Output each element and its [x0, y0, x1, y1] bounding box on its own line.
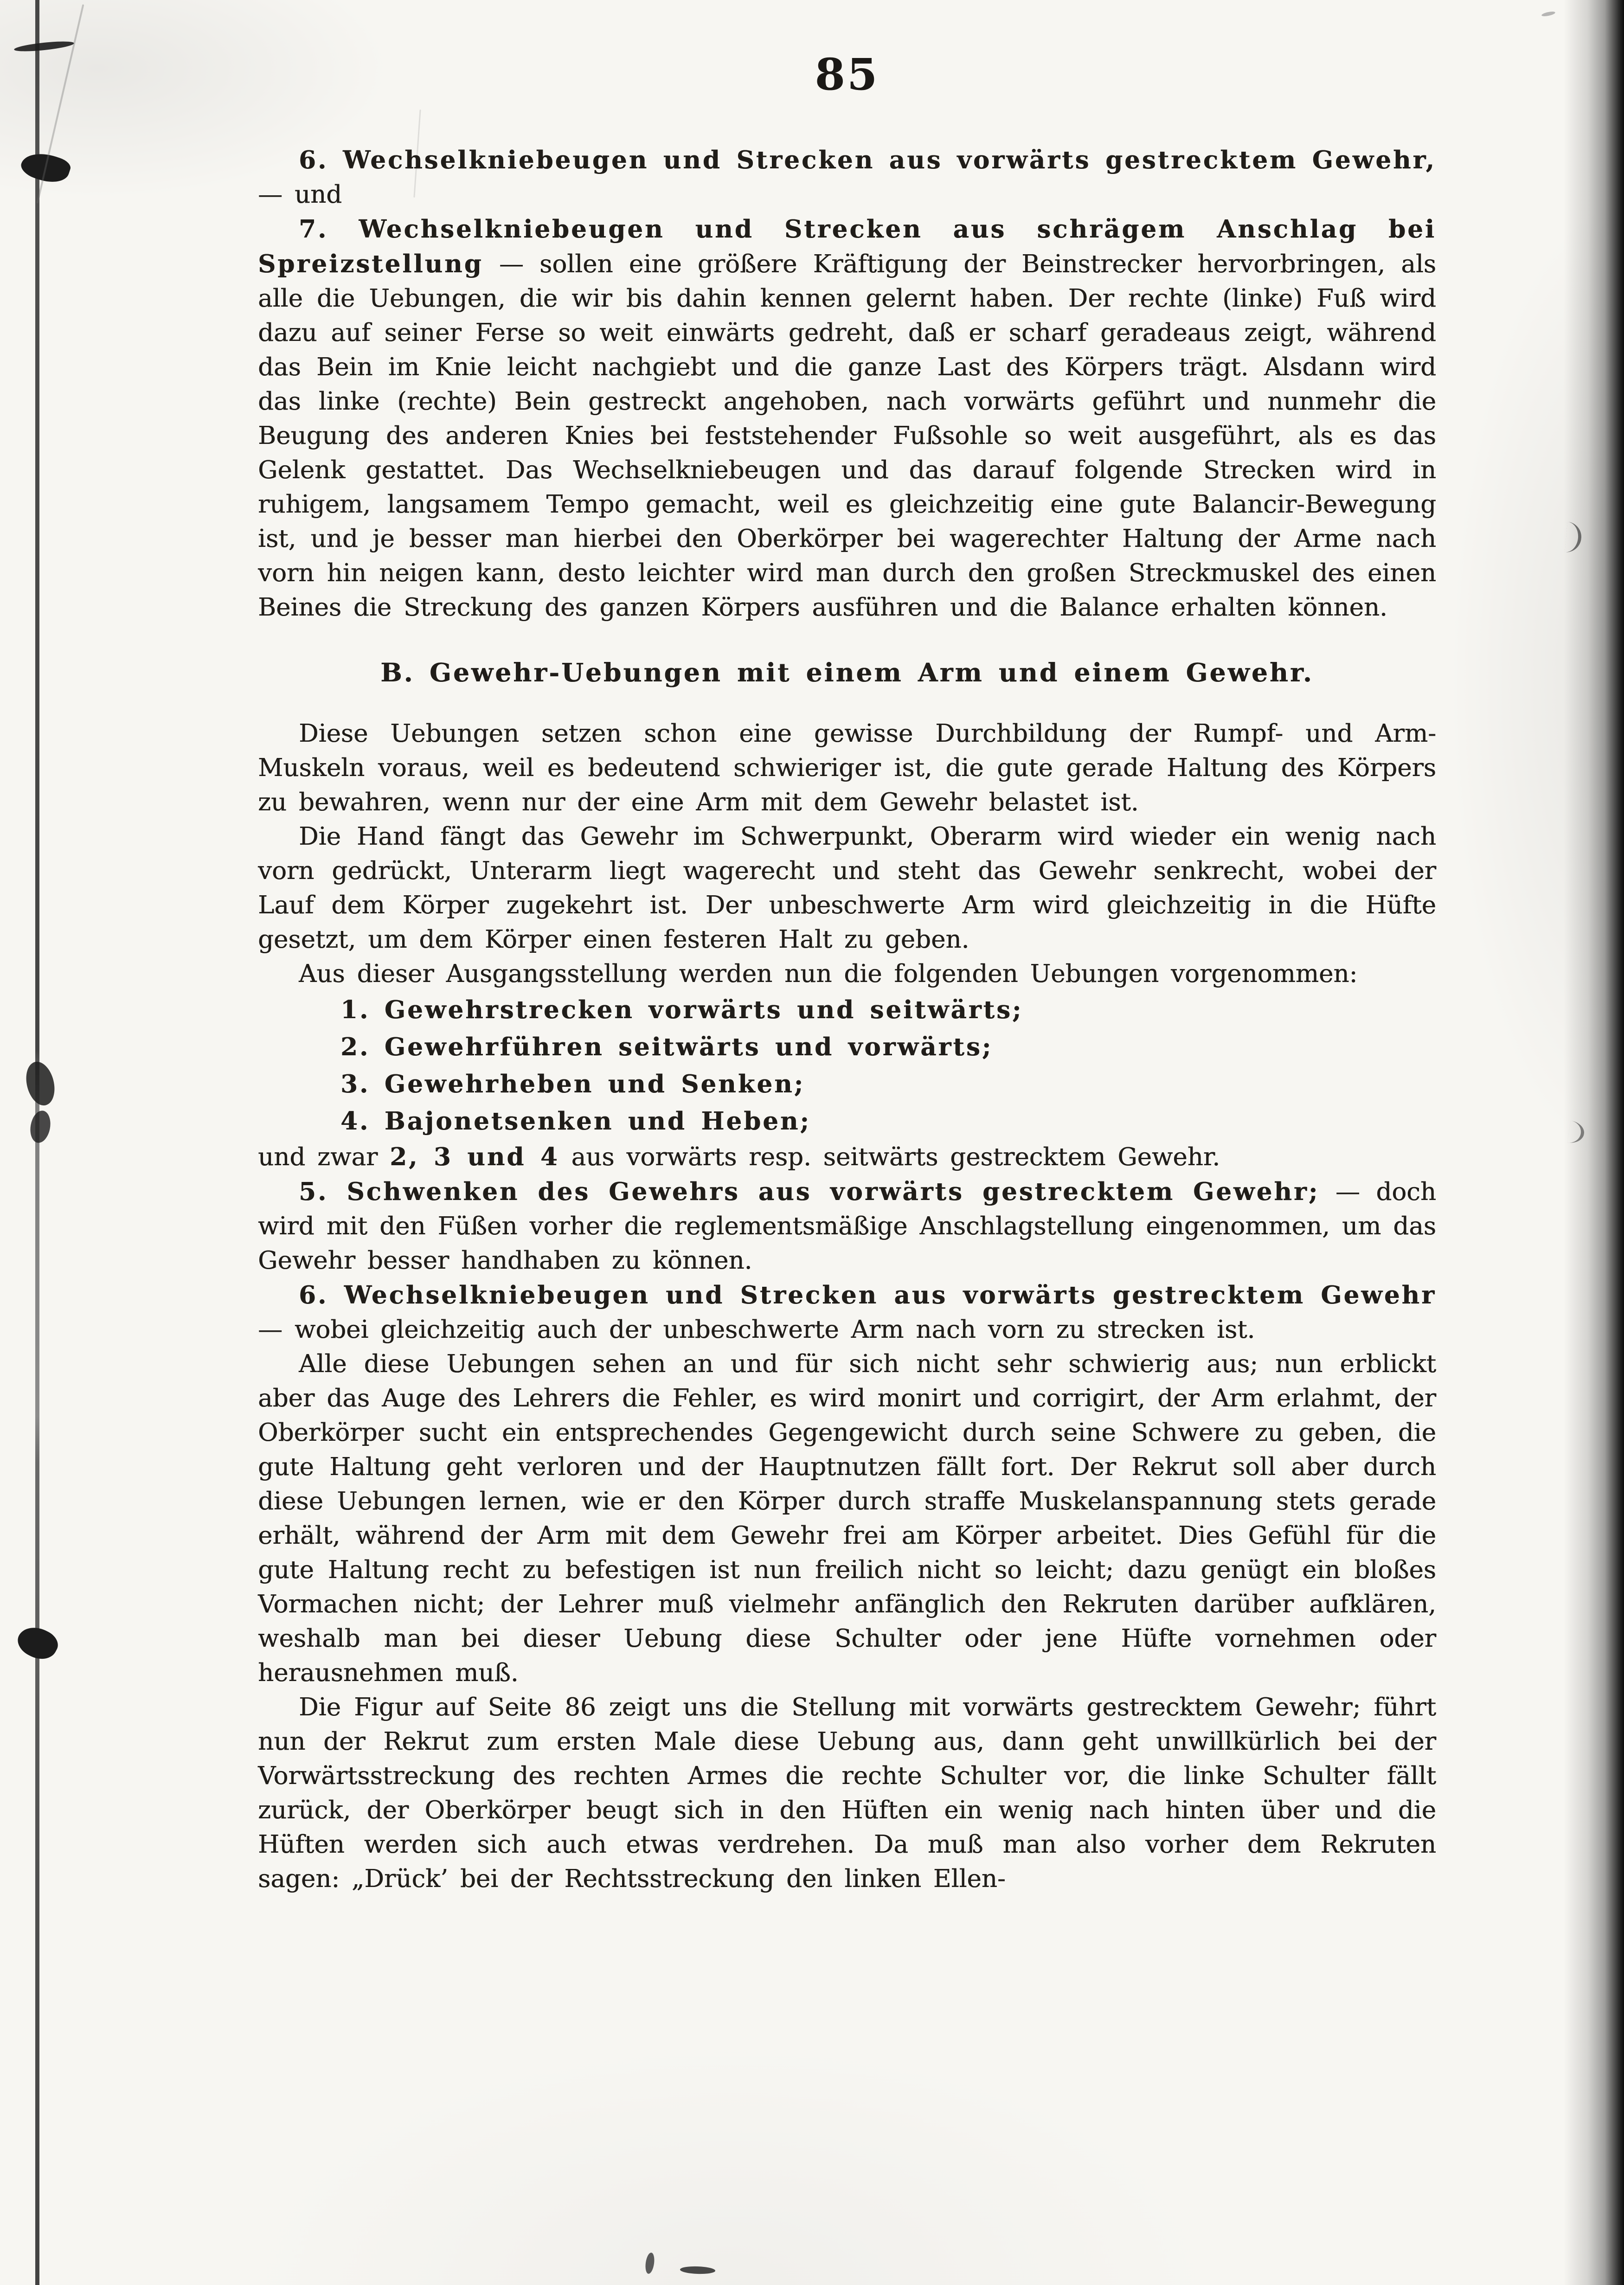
body-text: — sollen eine größere Kräftigung der Beinstrecker hervorbringen, als alle die Uebungen, die wir bis dahin kennen gelernt haben. Der rechte (linke) Fuß wird dazu auf seiner Ferse so weit einwärts gedreht, daß er scharf geradeaus zeigt, während das Bein im Knie leicht nachgiebt und die ganze Last des Körpers trägt. Alsdann wird das linke (rechte) Bein gestreckt angehoben, nach vorwärts geführt und nunmehr die Beugung des anderen Knies bei feststehender Fußsohle so weit ausgeführt, als es das Gelenk gestattet. Das Wechselkniebeugen und das darauf folgende Strecken wird in ruhigem, langsamem Tempo gemacht, weil es gleichzeitig eine gute Balancir-Bewegung ist, und je besser man hierbei den Oberkörper bei wagerechter Haltung der Arme nach vorn hin neigen kann, desto leichter wird man durch den großen Streckmuskel des einen Beines die Streckung des ganzen Körpers ausführen und die Balance erhalten können. [258, 250, 1436, 622]
emphasized-text: 6. Wechselkniebeugen und Strecken aus vorwärts gestrecktem Gewehr, [299, 146, 1436, 174]
body-text: aus vorwärts resp. seitwärts gestrecktem Gewehr. [559, 1143, 1220, 1171]
body-text: Die Hand fängt das Gewehr im Schwerpunkt, Oberarm wird wieder ein wenig nach vorn gedrückt, Unterarm liegt wagerecht und steht das Gewehr senkrecht, wobei der Lauf dem Körper zugekehrt ist. Der unbeschwerte Arm wird gleichzeitig in die Hüfte gesetzt, um dem Körper einen festeren Halt zu geben. [258, 822, 1436, 954]
emphasized-text: 3. Gewehrheben und Senken; [340, 1070, 805, 1098]
emphasized-text: 5. Schwenken des Gewehrs aus vorwärts gestrecktem Gewehr; [299, 1177, 1320, 1206]
emphasized-text: 2, 3 und 4 [390, 1142, 559, 1171]
exercise-list-item [340, 1028, 1436, 1065]
continuation-paragraph [258, 1140, 1436, 1175]
paragraph [258, 717, 1436, 820]
paragraph [258, 1278, 1436, 1347]
ink-blob [28, 1109, 53, 1144]
body-text: und zwar [258, 1143, 390, 1171]
body-text: — wobei gleichzeitig auch der unbeschwerte Arm nach vorn zu strecken ist. [258, 1316, 1255, 1344]
emphasized-text: 6. Wechselkniebeugen und Strecken aus vorwärts gestrecktem Gewehr [299, 1281, 1436, 1309]
page-number: 85 [815, 49, 879, 100]
ink-speck [1541, 11, 1555, 17]
body-text: Diese Uebungen setzen schon eine gewisse Durchbildung der Rumpf- und Arm-Muskeln voraus, weil es bedeutend schwieriger ist, die gute gerade Haltung des Körpers zu bewahren, wenn nur der eine Arm mit dem Gewehr belastet ist. [258, 719, 1436, 816]
paragraph [258, 1690, 1436, 1896]
ink-blob [22, 1059, 59, 1108]
text-block [258, 143, 1436, 1896]
body-text: — und [258, 180, 342, 209]
emphasized-text: 2. Gewehrführen seitwärts und vorwärts; [340, 1033, 993, 1061]
emphasized-text: 4. Bajonetsenken und Heben; [340, 1107, 811, 1136]
exercise-list-item [340, 1065, 1436, 1103]
ink-speck [680, 2266, 716, 2275]
emphasized-text: 1. Gewehrstrecken vorwärts und seitwärts; [340, 995, 1023, 1024]
body-text: Aus dieser Ausgangsstellung werden nun die folgenden Uebungen vorgenommen: [299, 960, 1358, 988]
ink-speck [644, 2252, 655, 2274]
emphasized-text: 7. Wechselkniebeugen und Strecken aus schrägem Anschlag bei Spreizstellung [258, 215, 1436, 278]
paragraph [258, 212, 1436, 625]
paragraph [258, 1347, 1436, 1690]
ink-blob [14, 39, 75, 53]
paragraph [258, 1175, 1436, 1278]
emphasized-text: B. Gewehr-Uebungen mit einem Arm und einem Gewehr. [380, 657, 1314, 687]
paragraph [258, 957, 1436, 991]
section-heading [258, 655, 1436, 690]
body-text: Die Figur auf Seite 86 zeigt uns die Stellung mit vorwärts gestrecktem Gewehr; führt nun der Rekrut zum ersten Male diese Uebung aus, dann geht unwillkürlich bei der Vorwärtsstreckung des rechten Armes die rechte Schulter vor, die linke Schulter fällt zurück, der Oberkörper beugt sich in den Hüften ein wenig nach hinten über und die Hüften werden sich auch etwas verdrehen. Da muß man also vorher dem Rekruten sagen: „Drück’ bei der Rechtsstreckung den linken Ellen- [258, 1693, 1436, 1893]
exercise-list-item [340, 991, 1436, 1028]
paragraph [258, 143, 1436, 212]
exercise-list-item [340, 1103, 1436, 1140]
body-text: — doch wird mit den Füßen vorher die reglementsmäßige Anschlagstellung eingenommen, um das Gewehr besser handhaben zu können. [258, 1178, 1436, 1275]
paragraph [258, 820, 1436, 957]
body-text: Alle diese Uebungen sehen an und für sich nicht sehr schwierig aus; nun erblickt aber das Auge des Lehrers die Fehler, es wird monirt und corrigirt, der Arm erlahmt, der Oberkörper sucht ein entsprechendes Gegengewicht durch seine Schwere zu geben, die gute Haltung geht verloren und der Hauptnutzen fällt fort. Der Rekrut soll aber durch diese Uebungen lernen, wie er den Körper durch straffe Muskelanspannung stets gerade erhält, während der Arm mit dem Gewehr frei am Körper arbeitet. Dies Gefühl für die gute Haltung recht zu befestigen ist nun freilich nicht so leicht; dazu genügt ein bloßes Vormachen nicht; der Lehrer muß vielmehr anfänglich den Rekruten darüber aufklären, weshalb man bei dieser Uebung diese Schulter oder jene Hüfte vornehmen oder herausnehmen muß. [258, 1350, 1436, 1687]
